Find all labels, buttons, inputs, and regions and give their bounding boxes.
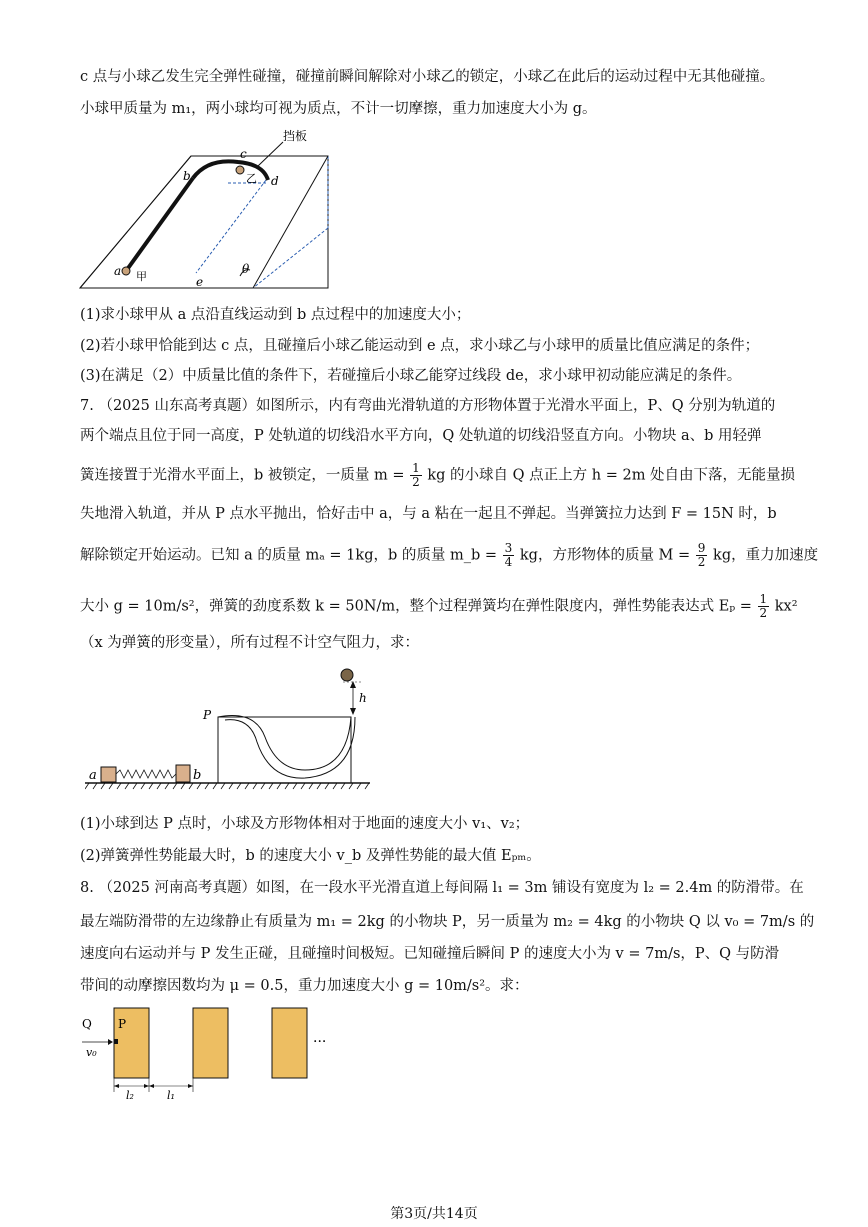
q8-line-3: 速度向右运动并与 P 发生正碰，且碰撞时间极短。已知碰撞后瞬间 P 的速度大小为 v = 7m/s，P、Q 与防滑 [80, 946, 780, 962]
q7-line-6: 大小 g = 10m/s²，弹簧的劲度系数 k = 50N/m，整个过程弹簧均在弹性限度内，弹性势能表达式 Eₚ = $\frac{1}{2}$ kx² [80, 592, 798, 620]
fraction-mb: $\frac{3}{4}$ [504, 541, 513, 569]
q7-line-7: （x 为弹簧的形变量），所有过程不计空气阻力，求： [80, 635, 420, 651]
strips-figure [78, 1006, 338, 1106]
label-P3: P [118, 1017, 127, 1031]
label-h: h [359, 691, 367, 705]
block-P [114, 1039, 118, 1044]
spring [116, 770, 176, 778]
q6-part-1: (1)求小球甲从 a 点沿直线运动到 b 点过程中的加速度大小； [80, 307, 471, 323]
q8-line-4: 带间的动摩擦因数均为 μ = 0.5，重力加速度大小 g = 10m/s²。求： [80, 978, 529, 994]
q6-part-3: (3)在满足（2）中质量比值的条件下，若碰撞后小球乙能穿过线段 de，求小球甲初动能应满足的条件。 [80, 368, 742, 384]
incline-track-figure [78, 128, 338, 298]
q8-line-1: 8. （2025 河南高考真题）如图，在一段水平光滑直道上每间隔 l₁ = 3m 铺设有宽度为 l₂ = 2.4m 的防滑带。在 [80, 880, 804, 896]
block-a [101, 767, 116, 782]
q6-part-2: (2)若小球甲恰能到达 c 点，且碰撞后小球乙能运动到 e 点，求小球乙与小球甲的质量比值应满足的条件； [80, 338, 760, 354]
label-baffle: 挡板 [283, 129, 308, 143]
q7-line-4: 失地滑入轨道，并从 P 点水平抛出，恰好击中 a，与 a 粘在一起且不弹起。当弹簧拉力达到 F = 15N 时，b [80, 506, 777, 522]
label-d: d [271, 174, 279, 188]
label-jia: 甲 [136, 270, 147, 283]
strip-2 [193, 1008, 228, 1078]
ball-jia [122, 267, 130, 275]
label-l2: l₂ [126, 1089, 134, 1102]
label-a2: a [89, 768, 97, 783]
strip-3 [272, 1008, 307, 1078]
label-P: P [203, 708, 212, 722]
intro-line-2: 小球甲质量为 m₁，两小球均可视为质点，不计一切摩擦，重力加速度大小为 g。 [80, 101, 597, 117]
label-theta: θ [242, 262, 250, 276]
label-b2: b [193, 768, 202, 783]
spring-track-figure [85, 662, 385, 792]
label-e: e [196, 275, 204, 289]
fraction-M: $\frac{9}{2}$ [697, 541, 706, 569]
label-l1: l₁ [167, 1089, 175, 1102]
block-b [176, 765, 190, 782]
q7-part-1: (1)小球到达 P 点时，小球及方形物体相对于地面的速度大小 v₁、v₂； [80, 816, 530, 832]
fraction-half: $\frac{1}{2}$ [759, 592, 768, 620]
q7-line-1: 7. （2025 山东高考真题）如图所示，内有弯曲光滑轨道的方形物体置于光滑水平面上，P、Q 分别为轨道的 [80, 398, 776, 414]
label-c: c [240, 147, 247, 161]
box-body [218, 717, 351, 783]
label-Q: Q [82, 1017, 92, 1031]
fraction-m: $\frac{1}{2}$ [412, 461, 420, 489]
falling-ball [341, 669, 353, 681]
q7-line-3: 簧连接置于光滑水平面上，b 被锁定，一质量 m = $\frac{1}{2}$ kg 的小球自 Q 点正上方 h = 2m 处自由下落，无能量损 [80, 461, 796, 489]
q7-line-2: 两个端点且位于同一高度，P 处轨道的切线沿水平方向，Q 处轨道的切线沿竖直方向。小物块 a、b 用轻弹 [80, 428, 762, 444]
q7-line-5: 解除锁定开始运动。已知 a 的质量 mₐ = 1kg，b 的质量 m_b = $\frac{3}{4}$ kg，方形物体的质量 M = $\frac{9}{2}$ kg，重力加速度 [80, 541, 819, 569]
q7-part-2: (2)弹簧弹性势能最大时，b 的速度大小 v_b 及弹性势能的最大值 Eₚₘ。 [80, 848, 541, 864]
ball-yi [236, 166, 244, 174]
label-a: a [114, 264, 122, 278]
straight-track [126, 178, 193, 271]
label-v0: v₀ [86, 1046, 97, 1059]
page-footer: 第3页/共14页 [390, 1206, 478, 1222]
continuation-dots: ··· [313, 1034, 327, 1050]
intro-line-1: c 点与小球乙发生完全弹性碰撞，碰撞前瞬间解除对小球乙的锁定，小球乙在此后的运动过程中无其他碰撞。 [80, 69, 775, 85]
label-b: b [183, 169, 191, 183]
q8-line-2: 最左端防滑带的左边缘静止有质量为 m₁ = 2kg 的小物块 P，另一质量为 m₂ = 4kg 的小物块 Q 以 v₀ = 7m/s 的 [80, 914, 815, 930]
label-yi: 乙 [246, 172, 257, 185]
